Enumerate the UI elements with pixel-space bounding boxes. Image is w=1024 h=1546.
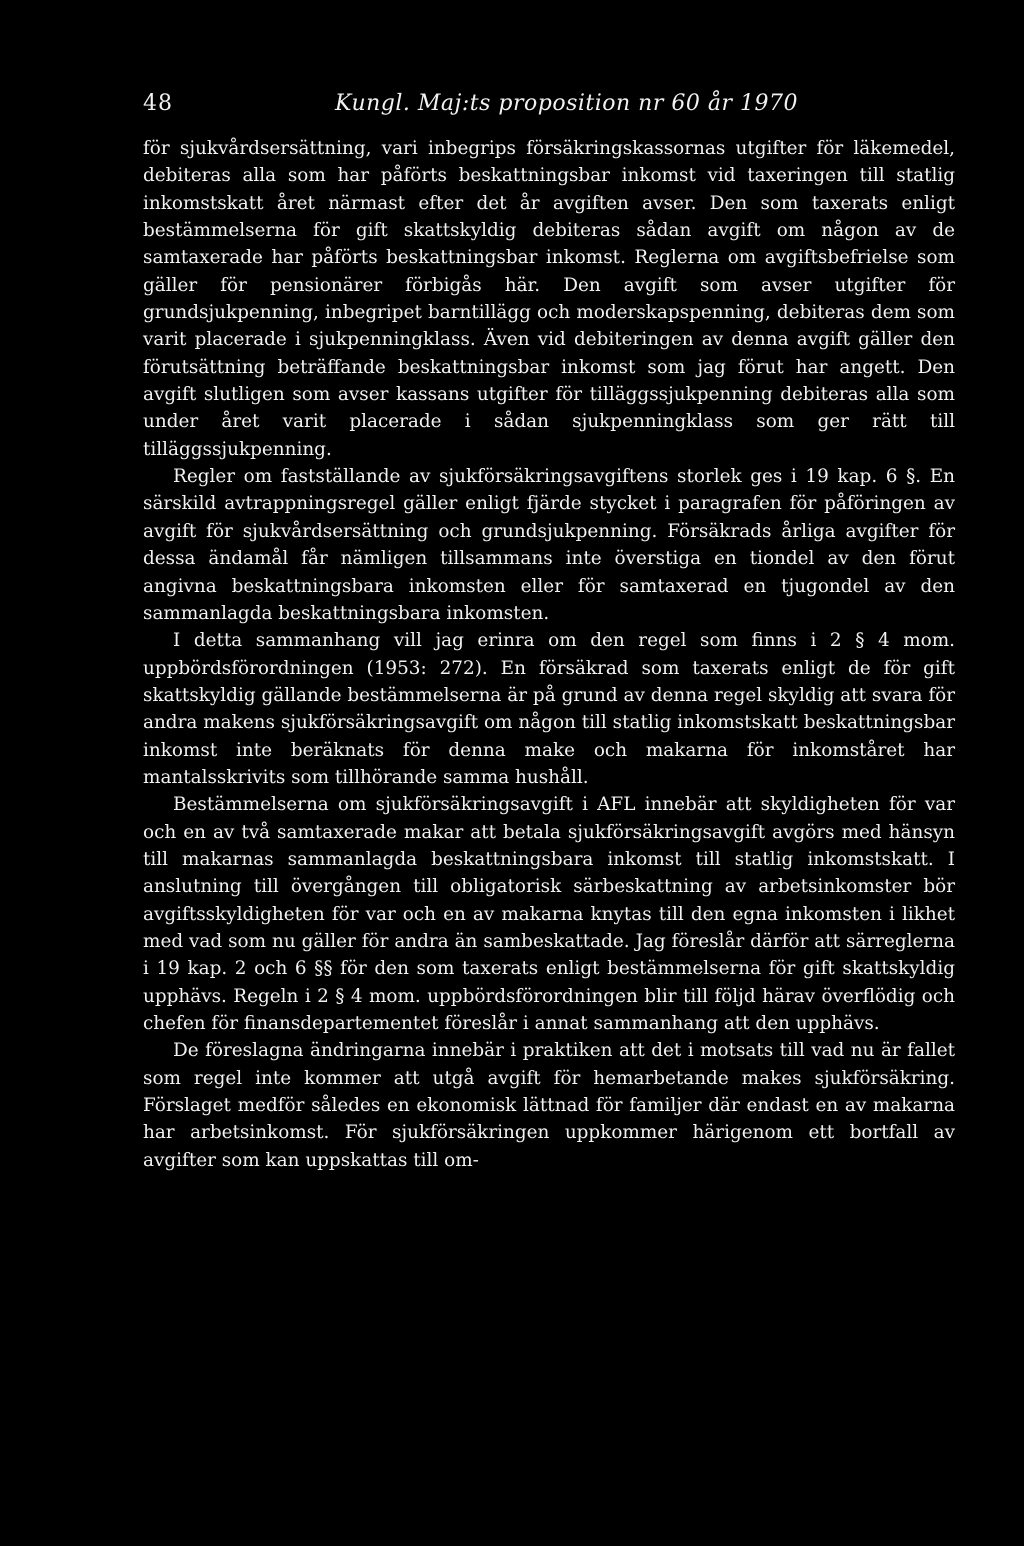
paragraph-5: De föreslagna ändringarna innebär i praktiken att det i motsats till vad nu är fallet som regel inte kommer att utgå avgift för hemarbetande makes sjukförsäkring. Förslaget medför således en ekonomisk lättnad för familjer där endast en av makarna har arbetsinkomst. För sjukförsäkringen uppkommer härigenom ett bortfall av avgifter som kan uppskattas till om- [143,1040,955,1171]
paragraph-2: Regler om fastställande av sjukförsäkringsavgiftens storlek ges i 19 kap. 6 §. En särskild avtrappningsregel gäller enligt fjärde stycket i paragrafen för påföringen av avgift för sjukvårdsersättning och grundsjukpenning. Försäkrads årliga avgifter för dessa ändamål får nämligen tillsammans inte överstiga en tiondel av den förut angivna beskattningsbara inkomsten eller för samtaxerad en tjugondel av den sammanlagda beskattningsbara inkomsten. [143,466,955,624]
paragraph-4: Bestämmelserna om sjukförsäkringsavgift i AFL innebär att skyldigheten för var och en av två samtaxerade makar att betala sjukförsäkringsavgift avgörs med hänsyn till makarnas sammanlagda beskattningsbara inkomst till statlig inkomstskatt. I anslutning till övergången till obligatorisk särbeskattning av arbetsinkomster bör avgiftsskyldigheten för var och en av makarna knytas till den egna inkomsten i likhet med vad som nu gäller för andra än sambeskattade. Jag föreslår därför att särreglerna i 19 kap. 2 och 6 §§ för den som taxerats enligt bestämmelserna för gift skattskyldig upphävs. Regeln i 2 § 4 mom. uppbördsförordningen blir till följd härav överflödig och chefen för finansdepartementet föreslår i annat sammanhang att den upphävs. [143,794,955,1034]
running-title: Kungl. Maj:ts proposition nr 60 år 1970 [335,91,798,116]
page-header [143,86,963,122]
paragraph-3: I detta sammanhang vill jag erinra om den regel som finns i 2 § 4 mom. uppbördsförordningen (1953: 272). En försäkrad som taxerats enligt de för gift skattskyldig gällande bestämmelserna är på grund av denna regel skyldig att svara för andra makens sjukförsäkringsavgift om någon till statlig inkomstskatt beskattningsbar inkomst inte beräknats för denna make och makarna för inkomståret har mantalsskrivits som tillhörande samma hushåll. [143,630,955,788]
paragraph-1: för sjukvårdsersättning, vari inbegrips försäkringskassornas utgifter för läkemedel, debiteras alla som har påförts beskattningsbar inkomst vid taxeringen till statlig inkomstskatt året närmast efter det år avgiften avser. Den som taxerats enligt bestämmelserna för gift skattskyldig debiteras sådan avgift om någon av de samtaxerade har påförts beskattningsbar inkomst. Reglerna om avgiftsbefrielse som gäller för pensionärer förbigås här. Den avgift som avser utgifter för grundsjukpenning, inbegripet barntillägg och moderskapspenning, debiteras dem som varit placerade i sjukpenningklass. Även vid debiteringen av denna avgift gäller den förutsättning beträffande beskattningsbar inkomst som jag förut har angett. Den avgift slutligen som avser kassans utgifter för tilläggssjukpenning debiteras alla som under året varit placerade i sådan sjukpenningklass som ger rätt till tilläggssjukpenning. [143,138,955,460]
body-text [143,135,955,1174]
page-number: 48 [143,91,173,116]
